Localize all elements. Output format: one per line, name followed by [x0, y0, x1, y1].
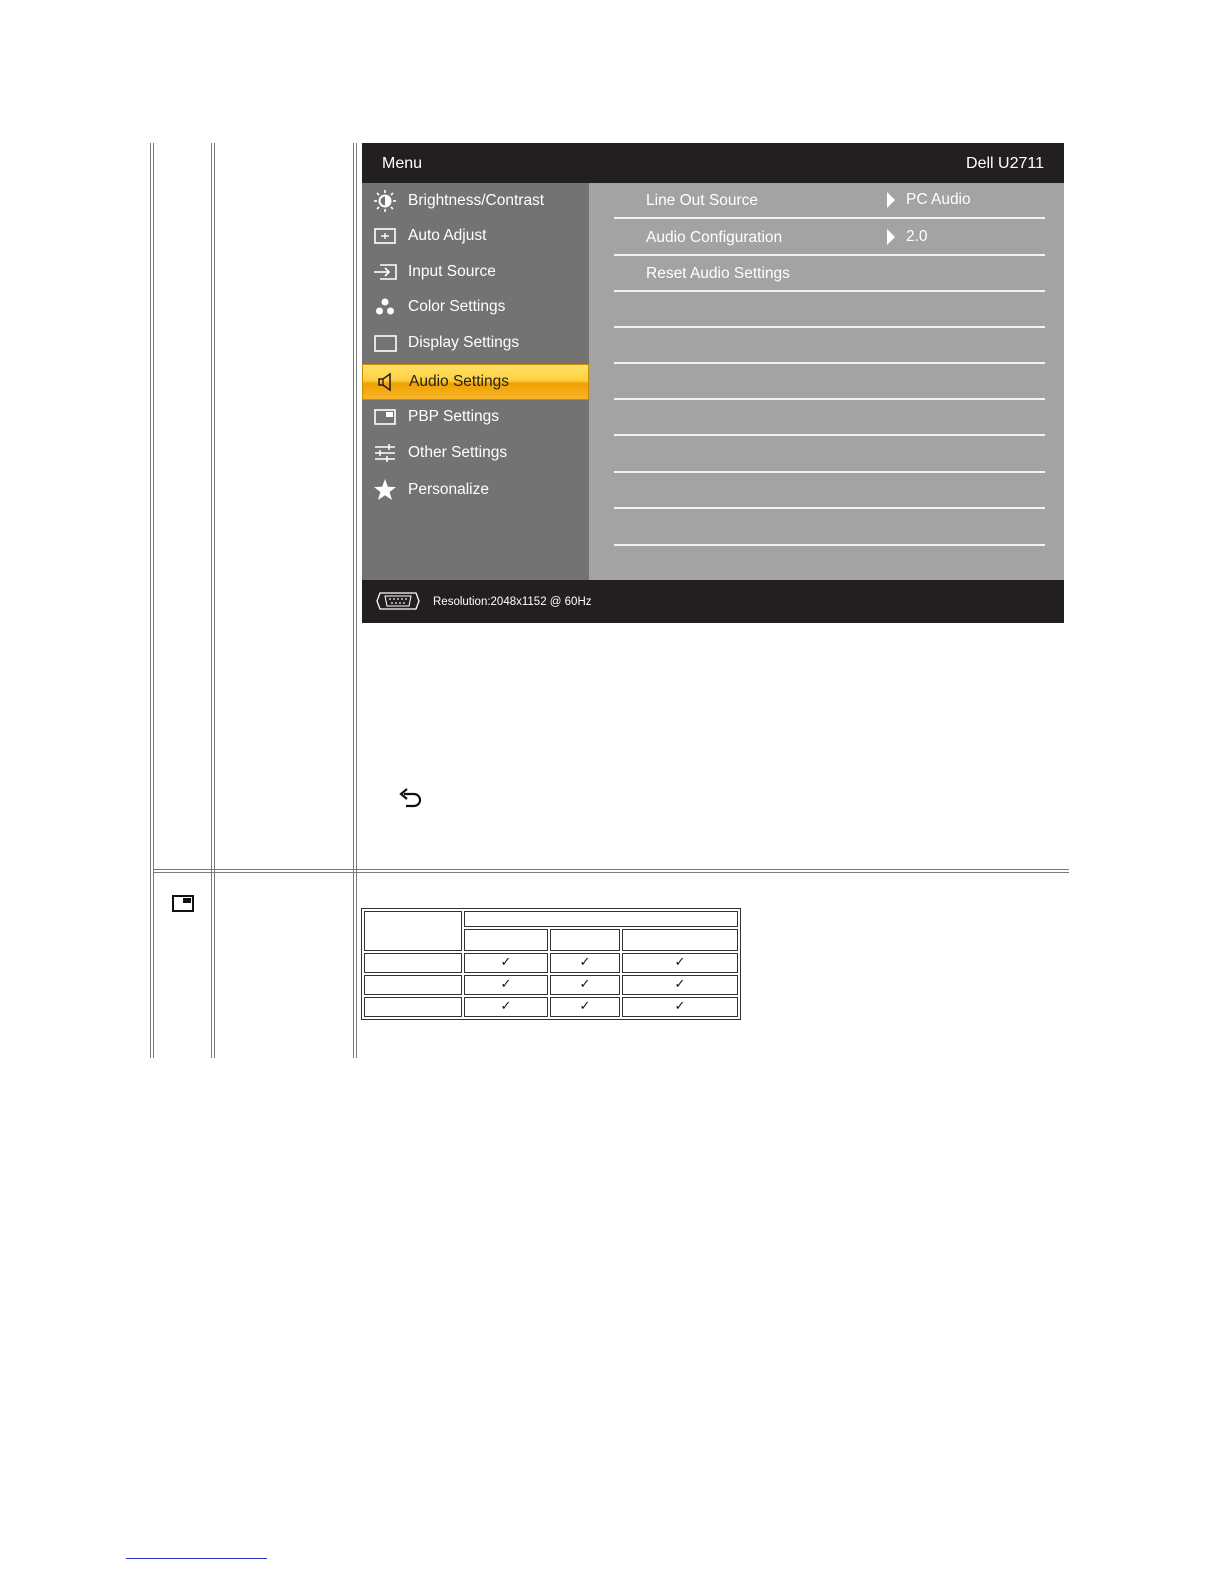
menu-item-label: Display Settings	[408, 334, 520, 351]
menu-item-audio-settings[interactable]	[362, 364, 589, 400]
table-cell	[622, 997, 738, 1017]
submenu-empty-row	[614, 510, 1045, 546]
checkmark-icon: ✓	[500, 999, 512, 1014]
osd-footer	[362, 580, 1064, 623]
table-header-cell	[550, 929, 620, 951]
speaker-icon	[373, 371, 399, 393]
checkmark-icon: ✓	[500, 977, 512, 992]
auto-adjust-icon	[372, 225, 398, 247]
submenu-audio-configuration[interactable]	[614, 220, 1045, 256]
menu-item-label: Brightness/Contrast	[408, 192, 545, 209]
submenu-label: Audio Configuration	[646, 229, 783, 246]
table-border-left	[150, 143, 151, 1058]
row-divider	[614, 507, 1045, 509]
osd-model: Dell U2711	[966, 155, 1044, 172]
row-divider	[614, 434, 1045, 436]
menu-item-label: Auto Adjust	[408, 227, 487, 244]
menu-item-auto-adjust[interactable]	[362, 219, 589, 253]
submenu-line-out-source[interactable]	[614, 183, 1045, 219]
menu-item-brightness-contrast[interactable]	[362, 184, 589, 218]
compat-table	[361, 908, 741, 1020]
submenu-empty-row	[614, 437, 1045, 473]
osd-main-menu	[362, 183, 589, 580]
menu-item-label: Personalize	[408, 481, 489, 498]
table-header-cell	[622, 929, 738, 951]
triangle-right-icon	[887, 229, 895, 245]
checkmark-icon: ✓	[579, 999, 591, 1014]
display-settings-icon	[372, 332, 398, 354]
table-row-label-cell	[364, 997, 462, 1017]
osd-menu-screenshot	[362, 143, 1064, 623]
menu-item-label: Color Settings	[408, 298, 506, 315]
row-divider	[614, 544, 1045, 546]
checkmark-icon: ✓	[579, 955, 591, 970]
table-divider-2-inner	[356, 143, 357, 1058]
submenu-label: Reset Audio Settings	[646, 265, 790, 282]
color-settings-icon	[372, 296, 398, 318]
submenu-value: 2.0	[906, 228, 928, 245]
menu-item-input-source[interactable]	[362, 255, 589, 289]
triangle-right-icon	[887, 192, 895, 208]
menu-item-label: Input Source	[408, 263, 496, 280]
table-row-divider	[153, 869, 1069, 870]
table-cell	[464, 997, 548, 1017]
checkmark-icon: ✓	[500, 955, 512, 970]
input-source-icon	[372, 261, 398, 283]
menu-item-label: Other Settings	[408, 444, 508, 461]
pbp-icon	[171, 894, 195, 914]
checkmark-icon: ✓	[674, 977, 686, 992]
pbp-icon	[372, 406, 398, 428]
submenu-empty-row	[614, 364, 1045, 400]
vga-connector-icon	[376, 592, 420, 610]
table-cell	[550, 975, 620, 995]
table-cell	[622, 953, 738, 973]
sliders-icon	[372, 442, 398, 464]
table-cell	[550, 997, 620, 1017]
submenu-empty-row	[614, 328, 1045, 364]
table-header-cell	[464, 929, 548, 951]
table-row-divider-inner	[153, 872, 1069, 873]
menu-item-label: Audio Settings	[409, 373, 509, 390]
menu-item-other-settings[interactable]	[362, 436, 589, 470]
menu-item-label: PBP Settings	[408, 408, 500, 425]
menu-item-display-settings[interactable]	[362, 326, 589, 360]
menu-item-personalize[interactable]	[362, 473, 589, 507]
table-header-cell	[464, 911, 738, 927]
osd-title: Menu	[382, 155, 423, 172]
menu-item-color-settings[interactable]	[362, 290, 589, 324]
table-cell	[550, 953, 620, 973]
row-divider	[614, 217, 1045, 219]
osd-header	[362, 143, 1064, 183]
brightness-icon	[372, 190, 398, 212]
table-divider-1	[211, 143, 212, 1058]
table-cell	[464, 953, 548, 973]
submenu-reset-audio-settings[interactable]	[614, 256, 1045, 292]
table-cell	[464, 975, 548, 995]
submenu-empty-row	[614, 473, 1045, 509]
submenu-empty-row	[614, 400, 1045, 436]
submenu-value: PC Audio	[906, 191, 971, 208]
submenu-label: Line Out Source	[646, 192, 759, 209]
table-divider-1-inner	[214, 143, 215, 1058]
table-row-label-cell	[364, 975, 462, 995]
table-header-cell	[364, 911, 462, 951]
table-row-label-cell	[364, 953, 462, 973]
table-cell	[622, 975, 738, 995]
submenu-empty-row	[614, 292, 1045, 328]
checkmark-icon: ✓	[674, 999, 686, 1014]
resolution-text: Resolution:2048x1152 @ 60Hz	[433, 596, 592, 608]
table-divider-2	[353, 143, 354, 1058]
star-icon	[372, 479, 398, 501]
checkmark-icon: ✓	[674, 955, 686, 970]
menu-item-pbp-settings[interactable]	[362, 400, 589, 434]
table-border-left-inner	[153, 143, 154, 1058]
back-arrow-icon	[398, 788, 424, 812]
checkmark-icon: ✓	[579, 977, 591, 992]
footer-link-underline[interactable]	[126, 1558, 267, 1559]
